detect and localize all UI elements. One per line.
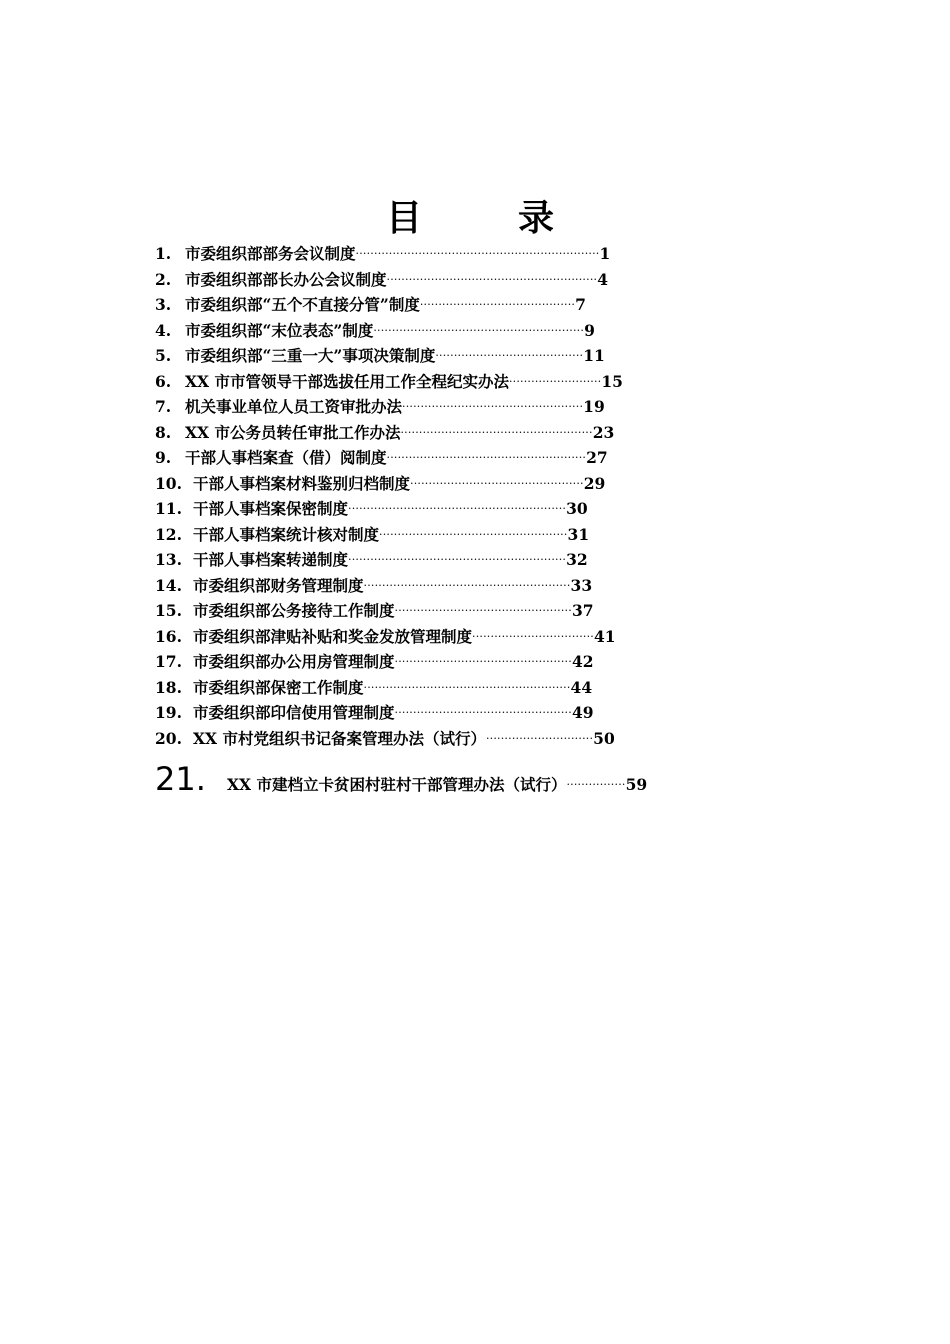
toc-leader-dots: ·····························	[485, 731, 594, 745]
toc-entry-title: 干部人事档案统计核对制度	[193, 524, 380, 544]
toc-page-number: 31	[567, 524, 590, 544]
toc-leader-dots: ················································	[394, 655, 572, 668]
toc-entry[interactable]	[155, 292, 775, 318]
toc-entry[interactable]	[155, 522, 775, 548]
toc-entry-title: 干部人事档案材料鉴别归档制度	[193, 473, 411, 493]
toc-entry-title: 机关事业单位人员工资审批办法	[185, 397, 403, 416]
toc-page-number: 19	[583, 397, 605, 416]
toc-page-number: 42	[571, 652, 594, 671]
toc-page-number: 4	[597, 269, 609, 289]
toc-entry-number: 7.	[155, 397, 172, 416]
toc-entry-title: 干部人事档案转递制度	[193, 550, 349, 569]
toc-entry[interactable]	[155, 496, 775, 522]
toc-entry[interactable]	[155, 267, 775, 293]
toc-leader-dots: ·························································	[386, 272, 598, 286]
toc-entry[interactable]	[155, 726, 775, 752]
toc-page-number: 44	[570, 677, 593, 697]
toc-entry-number: 13.	[155, 550, 182, 569]
toc-leader-dots: ···························································	[348, 553, 567, 566]
toc-entry-title: 市委组织部财务管理制度	[193, 575, 364, 595]
toc-leader-dots: ················································	[394, 706, 572, 719]
toc-entry-number: 11.	[155, 499, 182, 518]
toc-page-number: 32	[566, 550, 588, 569]
toc-entry[interactable]	[155, 241, 775, 267]
toc-entry-title: XX 市市管领导干部选拔任用工作全程纪实办法	[185, 371, 509, 391]
toc-leader-dots: ········································	[435, 349, 584, 362]
toc-leader-dots: ······················································	[386, 451, 587, 464]
toc-entry-title: XX 市村党组织书记备案管理办法（试行）	[193, 728, 486, 748]
toc-entry-title: XX 市建档立卡贫困村驻村干部管理办法（试行）	[227, 775, 567, 794]
toc-entry-title: 干部人事档案保密制度	[193, 499, 349, 518]
toc-entry[interactable]	[155, 471, 775, 497]
toc-page-number: 1	[599, 244, 611, 263]
toc-entry[interactable]	[155, 649, 775, 675]
toc-entry-number: 8.	[155, 422, 172, 442]
toc-entry-title: 市委组织部部务会议制度	[185, 244, 356, 263]
toc-entry-title: 市委组织部“五个不直接分管”制度	[185, 295, 420, 314]
toc-entry[interactable]	[155, 700, 775, 726]
toc-leader-dots: ···············································	[410, 476, 584, 490]
toc-entry-number: 20.	[155, 728, 182, 748]
toc-entry-number: 6.	[155, 371, 172, 391]
toc-entry[interactable]	[155, 598, 775, 624]
toc-page-number: 11	[583, 346, 605, 365]
toc-entry-title: 市委组织部办公用房管理制度	[193, 652, 395, 671]
toc-entry-number: 2.	[155, 269, 172, 289]
toc-leader-dots: ····················································	[400, 425, 593, 439]
toc-leader-dots: ················	[566, 778, 626, 791]
toc-page-number: 41	[594, 626, 616, 646]
toc-page-number: 49	[571, 703, 594, 722]
toc-leader-dots: ························································	[363, 680, 571, 694]
toc-entry-title: 市委组织部部长办公会议制度	[185, 269, 387, 289]
toc-entry[interactable]	[155, 675, 775, 701]
toc-page-number: 15	[601, 371, 623, 391]
toc-leader-dots: ························································	[363, 578, 571, 592]
toc-entry-number: 12.	[155, 524, 182, 544]
toc-leader-dots: ·································	[472, 629, 595, 643]
toc-entry[interactable]	[155, 759, 775, 799]
toc-page-number: 33	[570, 575, 593, 595]
toc-entry-title: XX 市公务员转任审批工作办法	[185, 422, 401, 442]
toc-leader-dots: ···················································	[379, 527, 568, 541]
toc-page-number: 50	[593, 728, 615, 748]
table-of-contents	[155, 241, 775, 799]
toc-entry[interactable]	[155, 343, 775, 369]
toc-entry[interactable]	[155, 624, 775, 650]
page-title: 目 录	[385, 197, 584, 239]
toc-entry-title: 市委组织部公务接待工作制度	[193, 601, 395, 620]
toc-entry-title: 市委组织部印信使用管理制度	[193, 703, 395, 722]
toc-entry-number: 10.	[155, 473, 182, 493]
toc-entry-number: 14.	[155, 575, 182, 595]
toc-entry-title: 市委组织部保密工作制度	[193, 677, 364, 697]
toc-leader-dots: ················································	[394, 604, 572, 617]
toc-entry[interactable]	[155, 445, 775, 471]
toc-entry-title: 市委组织部“末位表态”制度	[185, 320, 374, 340]
toc-page-number: 29	[583, 473, 606, 493]
toc-entry[interactable]	[155, 547, 775, 573]
toc-entry-number: 3.	[155, 295, 172, 314]
toc-entry-title: 市委组织部“三重一大”事项决策制度	[185, 346, 436, 365]
toc-entry[interactable]	[155, 318, 775, 344]
toc-entry-number: 17.	[155, 652, 182, 671]
toc-entry-number: 16.	[155, 626, 182, 646]
toc-page-number: 7	[575, 295, 586, 314]
toc-page-number: 23	[592, 422, 615, 442]
toc-entry-number: 15.	[155, 601, 182, 620]
toc-leader-dots: ·························	[508, 374, 602, 388]
toc-leader-dots: ·························································	[373, 323, 585, 337]
toc-entry-number: 4.	[155, 320, 172, 340]
toc-page-number: 37	[571, 601, 594, 620]
toc-leader-dots: ··········································	[419, 298, 576, 311]
toc-entry[interactable]	[155, 394, 775, 420]
toc-entry-number: 19.	[155, 703, 182, 722]
toc-entry[interactable]	[155, 369, 775, 395]
toc-page-number: 27	[586, 448, 608, 467]
toc-page-number: 59	[625, 775, 648, 794]
toc-entry-number: 9.	[155, 448, 172, 467]
toc-entry[interactable]	[155, 573, 775, 599]
toc-entry-title: 市委组织部津贴补贴和奖金发放管理制度	[193, 626, 473, 646]
toc-page-number: 30	[566, 499, 588, 518]
toc-entry-number: 21.	[155, 760, 206, 798]
toc-leader-dots: ·················································	[402, 400, 584, 413]
toc-entry-title: 干部人事档案查（借）阅制度	[185, 448, 387, 467]
toc-leader-dots: ··································································	[355, 247, 600, 260]
toc-page-number: 9	[584, 320, 595, 340]
toc-entry-number: 5.	[155, 346, 172, 365]
toc-entry[interactable]	[155, 420, 775, 446]
toc-entry-number: 18.	[155, 677, 182, 697]
toc-leader-dots: ···························································	[348, 502, 567, 515]
toc-entry-number: 1.	[155, 244, 172, 263]
